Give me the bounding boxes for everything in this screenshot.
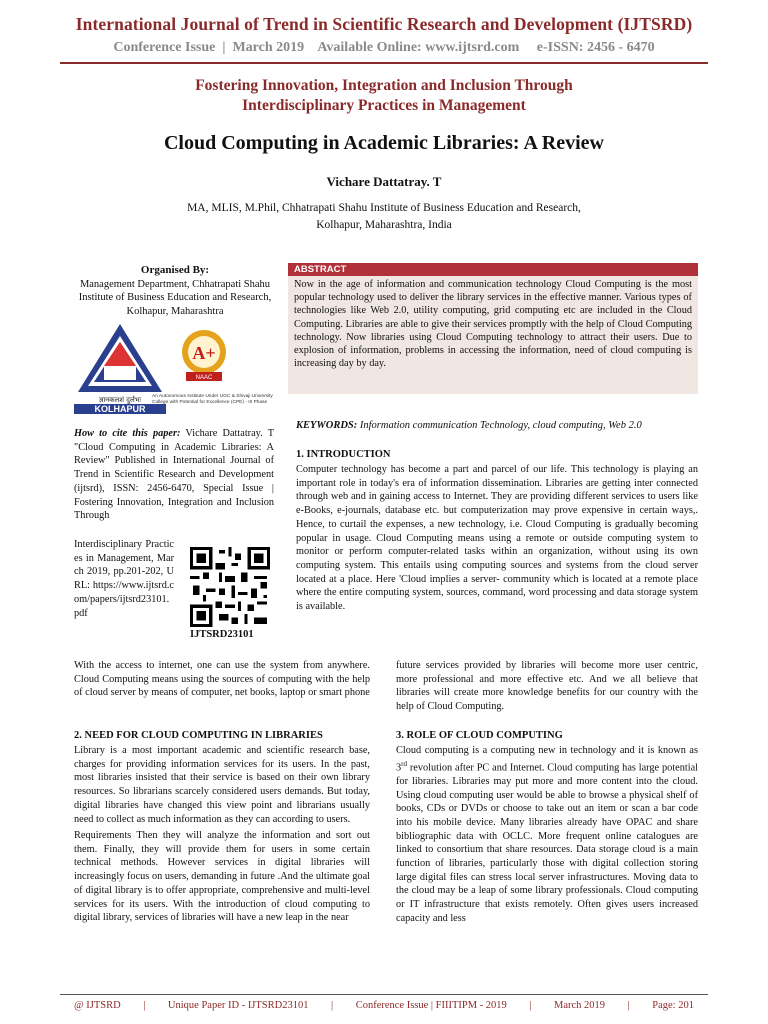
- journal-title: International Journal of Trend in Scientific Research and Development (IJTSRD): [75, 14, 693, 34]
- conference-theme: [0, 76, 768, 116]
- section-introduction-heading: 1. INTRODUCTION: [296, 449, 391, 460]
- theme-line-1: Fostering Innovation, Integration and Inclusion Through: [195, 77, 573, 94]
- role-superscript: rd: [401, 759, 407, 768]
- section-need-paragraph-2: Requirements Then they will analyze the information and sort out them. Finally, they will provide them for users in some certain technical methods. However services in digital libraries will increasingly focus on users, demanding in future .And the ultimate goal of digital library is to offer appropriate, comprehensive and multi-level services for its users. With the introduction of cloud computing to digital library, services of libraries will have a new leap in the near: [74, 830, 370, 924]
- footer-brand: @ IJTSRD: [74, 1000, 121, 1011]
- footer-separator: |: [331, 1000, 334, 1011]
- logo-caption: An Autonomous Institute Under UGC & Shivaji University College with Potential for Excellence (CPE) - III Phase: [152, 394, 273, 405]
- header-rule: [60, 62, 708, 64]
- footer-paper-id: Unique Paper ID - IJTSRD23101: [167, 1000, 309, 1011]
- footer-issue: Conference Issue | FIIITIPM - 2019: [355, 1000, 507, 1011]
- section-need-paragraph-1: Library is a most important academic and scientific research base, charges for providing information services for its users. In the past, most libraries insisted that their service is based on their own library resources. So librarians scarcely considered users demands. But today, digital libraries have changed this view point and librarians usually need to collect as much information as they can according to users.: [74, 745, 370, 825]
- section-need-heading: 2. NEED FOR CLOUD COMPUTING IN LIBRARIES: [74, 730, 323, 741]
- citation-label: How to cite this paper:: [74, 428, 181, 439]
- footer-date: March 2019: [554, 1000, 606, 1011]
- paper-title: Cloud Computing in Academic Libraries: A Review: [163, 132, 604, 154]
- keywords-label: KEYWORDS:: [296, 420, 358, 431]
- author-affiliation: [0, 200, 768, 234]
- theme-line-2: Interdisciplinary Practices in Management: [242, 97, 526, 114]
- keywords-text: Information communication Technology, cloud computing, Web 2.0: [357, 420, 642, 431]
- section-role-heading: 3. ROLE OF CLOUD COMPUTING: [396, 730, 563, 741]
- page-footer: [74, 1000, 694, 1011]
- footer-rule: [60, 994, 708, 995]
- footer-separator: |: [529, 1000, 532, 1011]
- logo-motto: ज्ञानकलशं दुर्लभः: [98, 396, 142, 404]
- role-text-a: Cloud computing is a computing new in technology and it is known as 3: [396, 745, 698, 774]
- abstract-text: Now in the age of information and communication technology Cloud Computing is the most popular technology used to deliver the library services in the effective manner. Various types of technologies like Web 2.0, utility computing, grid computing etc are included in the Cloud Computing. Libraries are able to give their services promptly with the help of Cloud Computing technology. Now libraries using Cloud Computing technology to attract their users. Due to explosion of information, problems in accessing the information, need of cloud computing is increasing day by day.: [288, 276, 698, 394]
- keywords: [296, 420, 706, 431]
- organiser-block: [70, 264, 280, 318]
- conference-line: Conference Issue | March 2019 Available Online: www.ijtsrd.com e-ISSN: 2456 - 6470: [113, 40, 655, 55]
- citation-text: Vichare Dattatray. T "Cloud Computing in Academic Libraries: A Review" Published in International Journal of Trend in Scientific Research and Development (ijtsrd), ISSN: 2456-6470, Special Issue | Fostering Innovation, Integration and Inclusion Through: [74, 428, 274, 522]
- qr-code-icon: [190, 547, 270, 627]
- organiser-text: Management Department, Chhatrapati Shahu Institute of Business Education and Research, Kolhapur, Maharashtra: [78, 278, 272, 317]
- affiliation-line-1: MA, MLIS, M.Phil, Chhatrapati Shahu Institute of Business Education and Research,: [187, 202, 581, 214]
- role-text-b: revolution after PC and Internet. Cloud computing has large potential for libraries. Libraries may put more and more content into the cloud. Using cloud computing user would be able to browse a physical shelf of books, CDs or DVDs or choose to take out an item or scan a bar code into his mobile device. Many libraries already have OPAC and share bibliographic data with OCLC. More frequent online catalogues are linked to consortium that share resources. Data storage cloud is a main function of libraries, particularly those with digital collection storing large digital files can stress local server infrastructures. Moving data to the cloud may be a leap of some library professionals. Cloud computing or IT infrastructure that exists remotely. Often gives users increased capacity and less: [396, 762, 698, 924]
- naac-grade: A+: [192, 343, 216, 363]
- organiser-label: Organised By:: [140, 264, 210, 276]
- naac-label: NAAC: [195, 375, 213, 381]
- footer-separator: |: [143, 1000, 146, 1011]
- affiliation-line-2: Kolhapur, Maharashtra, India: [316, 219, 452, 231]
- footer-separator: |: [627, 1000, 630, 1011]
- section-introduction-text: Computer technology has become a part and parcel of our life. This technology is playing an important role in today's era of information dissemination. Libraries are getting inter connected through web and in gaining access to Internet. They are providing different services to users like e-Books, e-journals, database etc. but computerization may prove expensive in certain ways,. Hence, to curtail the expenses, a new technology, i.e. Cloud Computing is gradually becoming popular in usage. Cloud Computing means using a remote or outside computing system to monitor or perform computer-related tasks within an organization, without using its own computing system. This entails using computing sources and systems from the cloud server located at a place. Here 'Cloud implies a server- community which is located at a remote place where the entire computing system, sources, command, word processing and data storage system is available.: [296, 464, 698, 613]
- logo-city: KOLHAPUR: [94, 404, 146, 414]
- naac-badge-icon: [178, 328, 230, 384]
- author-name: Vichare Dattatray. T: [326, 174, 442, 189]
- abstract-heading: ABSTRACT: [288, 263, 698, 276]
- footer-page: Page: 201: [652, 1000, 694, 1011]
- paper-id-label: IJTSRD23101: [190, 629, 254, 640]
- citation-block: [74, 427, 274, 523]
- right-column-continued: future services provided by libraries will become more user centric, more professional and more effective etc. And we all believe that libraries will create more knowledge benefits for our country with the help of Cloud Computing.: [396, 660, 698, 713]
- left-column-continued: With the access to internet, one can use the system from anywhere. Cloud Computing means using the sources of computing with the help of cloud server by means of computer, net books, laptop or smart phone: [74, 660, 370, 699]
- institution-logos: [74, 322, 284, 416]
- section-role-text: [396, 744, 698, 926]
- citation-continued: Interdisciplinary Practices in Management, March 2019, pp.201-202, URL: https://www.ijtsrd.com/papers/ijtsrd23101.pdf: [74, 539, 174, 619]
